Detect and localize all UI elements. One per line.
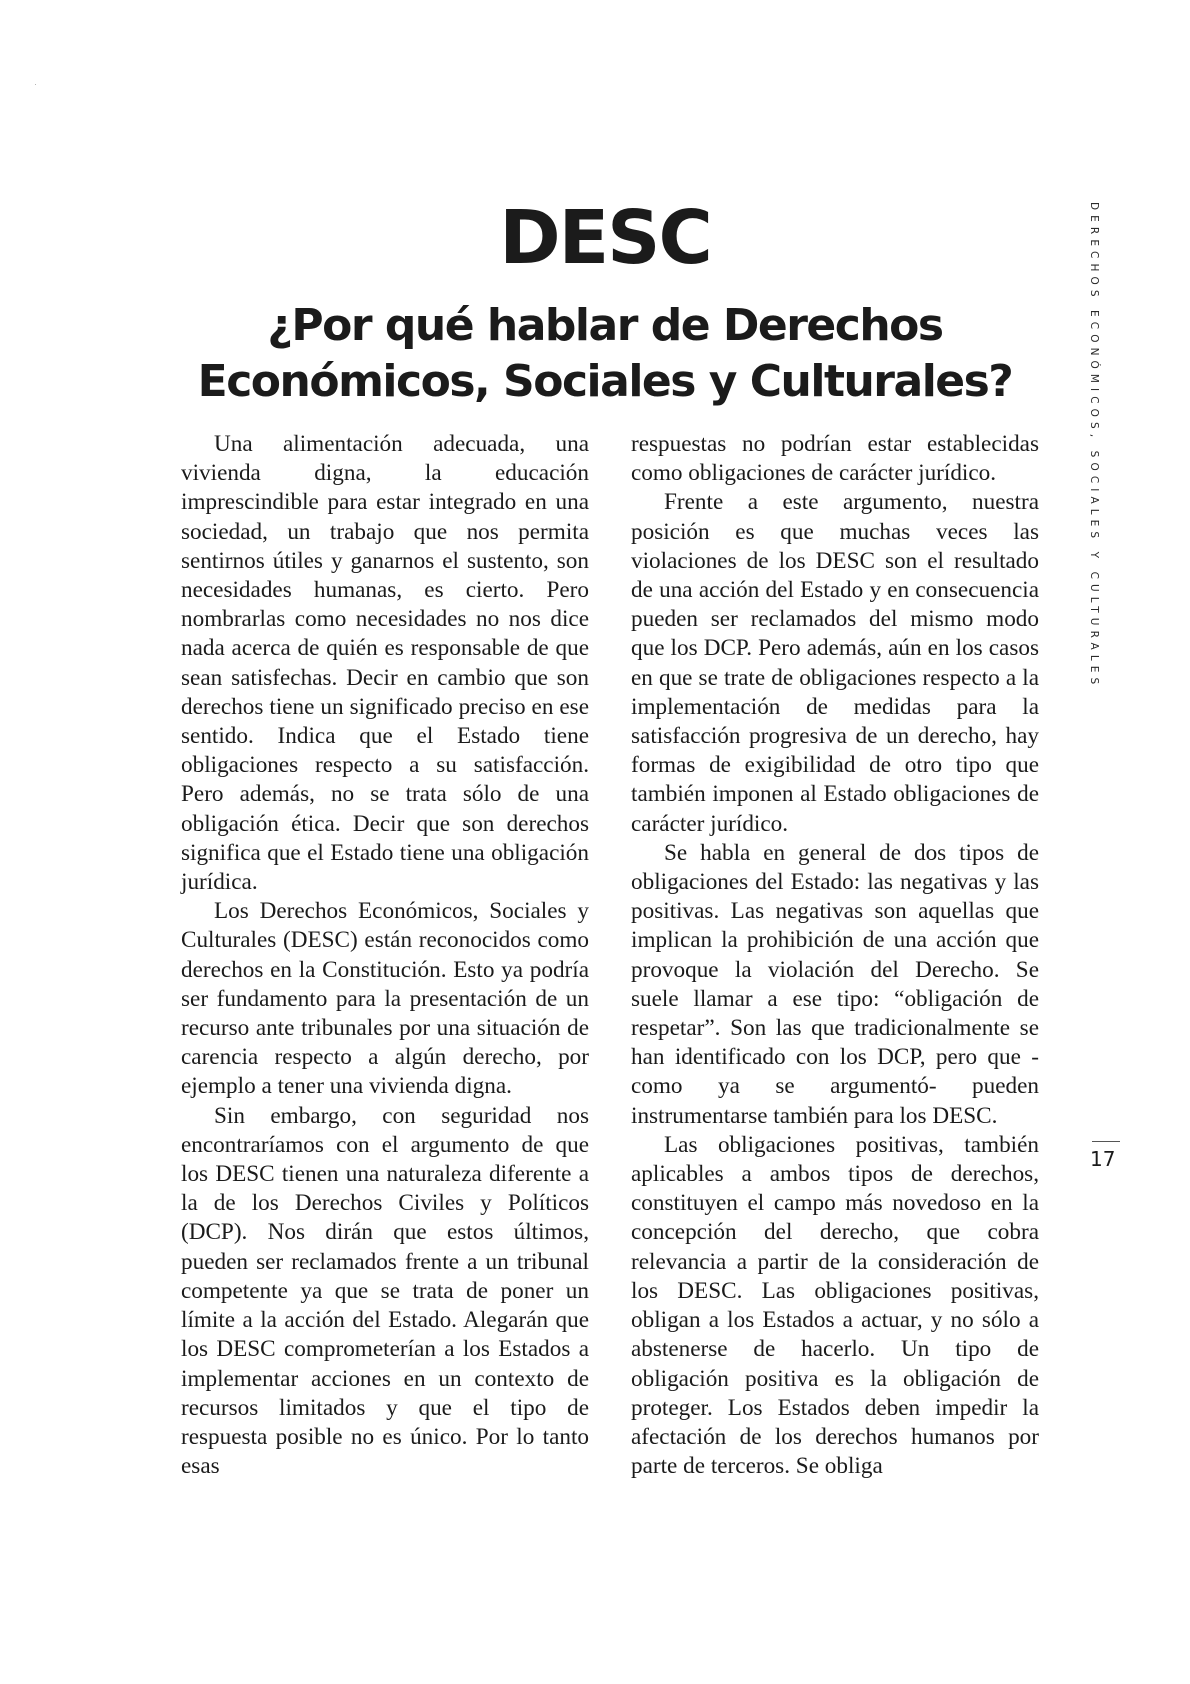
paragraph: Las obligaciones positivas, también aplicables a ambos tipos de derechos, constituyen el campo más novedoso en la concepción del derecho, que cobra relevancia a partir de la consideración de los DESC. Las obligaciones positivas, obligan a los Estados a actuar, y no sólo a abstenerse de hacerlo. Un tipo de obligación positiva es la obligación de proteger. Los Estados deben impedir la afectación de los derechos humanos por parte de terceros. Se obliga — [631, 1131, 1039, 1480]
right-column — [631, 430, 1039, 1481]
page-number: 17 — [1090, 1147, 1116, 1171]
paragraph: Se habla en general de dos tipos de obligaciones del Estado: las negativas y las positivas. Las negativas son aquellas que implican la prohibición de una acción que provoque la violación del Derecho. Se suele llamar a ese tipo: “obligación de respetar”. Son las que tradicionalmente se han identificado con los DCP, pero que -como ya se argumentó- pueden instrumentarse también para los DESC. — [631, 839, 1039, 1129]
paragraph: Sin embargo, con seguridad nos encontraríamos con el argumento de que los DESC tienen una naturaleza diferente a la de los Derechos Civiles y Políticos (DCP). Nos dirán que estos últimos, pueden ser reclamados frente a un tribunal competente ya que se trata de poner un límite a la acción del Estado. Alegarán que los DESC comprometerían a los Estados a implementar acciones en un contexto de recursos limitados y que el tipo de respuesta posible no es único. Por lo tanto esas — [181, 1102, 589, 1480]
paragraph-continuation: respuestas no podrían estar establecidas como obligaciones de carácter jurídico. — [631, 431, 1039, 487]
page-title: DESC — [499, 195, 711, 281]
paragraph: Frente a este argumento, nuestra posición es que muchas veces las violaciones de los DESC son el resultado de una acción del Estado y en consecuencia pueden ser reclamados del mismo modo que los DCP. Pero además, aún en los casos en que se trate de obligaciones respecto a la implementación de medidas para la satisfacción progresiva de un derecho, hay formas de exigibilidad de otro tipo que también imponen al Estado obligaciones de carácter jurídico. — [631, 489, 1039, 837]
left-column — [181, 430, 589, 1481]
scan-speck — [35, 84, 36, 85]
page-subtitle: ¿Por qué hablar de Derechos Económicos, Sociales y Culturales? — [197, 300, 1013, 407]
page-number-rule — [1092, 1141, 1120, 1142]
paragraph: Los Derechos Económicos, Sociales y Culturales (DESC) están reconocidos como derechos en la Constitución. Esto ya podría ser fundamento para la presentación de un recurso ante tribunales por una situación de carencia respecto a algún derecho, por ejemplo a tener una vivienda digna. — [181, 898, 589, 1100]
paragraph: Una alimentación adecuada, una vivienda digna, la educación imprescindible para estar integrado en una sociedad, un trabajo que nos permita sentirnos útiles y ganarnos el sustento, son necesidades humanas, es cierto. Pero nombrarlas como necesidades no nos dice nada acerca de quién es responsable de que sean satisfechas. Decir en cambio que son derechos tiene un significado preciso en ese sentido. Indica que el Estado tiene obligaciones respecto a su satisfacción. Pero además, no se trata sólo de una obligación ética. Decir que son derechos significa que el Estado tiene una obligación jurídica. — [181, 431, 589, 896]
running-head: DERECHOS ECONÓMICOS, SOCIALES Y CULTURALES — [1088, 202, 1100, 690]
